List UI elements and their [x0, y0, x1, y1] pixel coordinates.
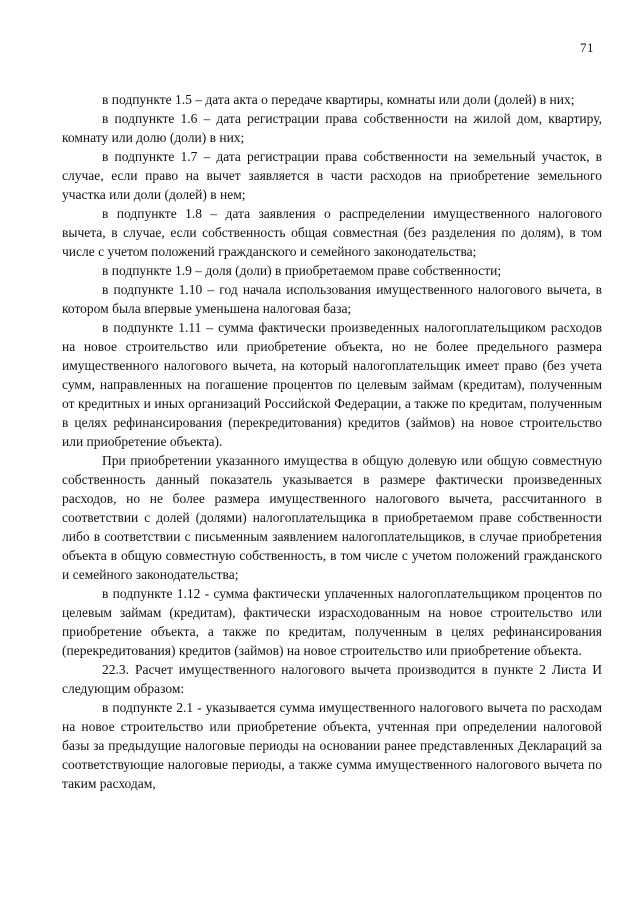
paragraph-shared-ownership: При приобретении указанного имущества в общую долевую или общую совместную собственность данный показатель указывается в размере фактически произведенных расходов, но не более размера имущественного налогового вычета, рассчитанного в соответствии с долей (долями) налогоплательщика в приобретаемом праве собственности либо в соответствии с письменным заявлением налогоплательщиков, в случае приобретения объекта в общую совместную собственность, в том числе с учетом положений гражданского и семейного законодательства; — [62, 453, 602, 582]
paragraph-subitem-1-5: в подпункте 1.5 – дата акта о передаче квартиры, комнаты или доли (долей) в них; — [102, 92, 575, 107]
paragraph-subitem-1-9: в подпункте 1.9 – доля (доли) в приобретаемом праве собственности; — [102, 263, 502, 278]
paragraph-subitem-1-8: в подпункте 1.8 – дата заявления о распределении имущественного налогового вычета, в случае, если собственность общая совместная (без разделения по долям), в том числе с учетом положений гражданского и семейного законодательства; — [62, 206, 602, 259]
document-body — [62, 90, 602, 793]
paragraph-subitem-1-11: в подпункте 1.11 – сумма фактически произведенных налогоплательщиком расходов на новое строительство или приобретение объекта, но не более предельного размера имущественного налогового вычета, на который налогоплательщик имеет право (без учета сумм, направленных на погашение процентов по целевым займам (кредитам), полученным от кредитных и иных организаций Российской Федерации, а также по кредитам, полученным в целях рефинансирования (перекредитования) кредитов (займов) на новое строительство или приобретение объекта). — [62, 320, 602, 449]
paragraph-subitem-1-12: в подпункте 1.12 - сумма фактически уплаченных налогоплательщиком процентов по целевым займам (кредитам), фактически израсходованным на новое строительство или приобретение объекта, а также по кредитам, полученным в целях рефинансирования (перекредитования) кредитов (займов) на новое строительство или приобретение объекта. — [62, 586, 602, 658]
page-number: 71 — [580, 40, 594, 55]
paragraph-subitem-2-1: в подпункте 2.1 - указывается сумма имущественного налогового вычета по расходам на новое строительство или приобретение объекта, учтенная при определении налоговой базы за предыдущие налоговые периоды на основании ранее представленных Деклараций за соответствующие налоговые периоды, а также сумма имущественного налогового вычета по таким расходам, — [62, 700, 602, 791]
paragraph-subitem-1-6: в подпункте 1.6 – дата регистрации права собственности на жилой дом, квартиру, комнату или долю (доли) в них; — [62, 111, 602, 145]
paragraph-section-22-3: 22.3. Расчет имущественного налогового вычета производится в пункте 2 Листа И следующим образом: — [62, 662, 602, 696]
paragraph-subitem-1-10: в подпункте 1.10 – год начала использования имущественного налогового вычета, в котором была впервые уменьшена налоговая база; — [62, 282, 602, 316]
paragraph-subitem-1-7: в подпункте 1.7 – дата регистрации права собственности на земельный участок, в случае, если право на вычет заявляется в части расходов на приобретение земельного участка или доли (долей) в нем; — [62, 149, 602, 202]
